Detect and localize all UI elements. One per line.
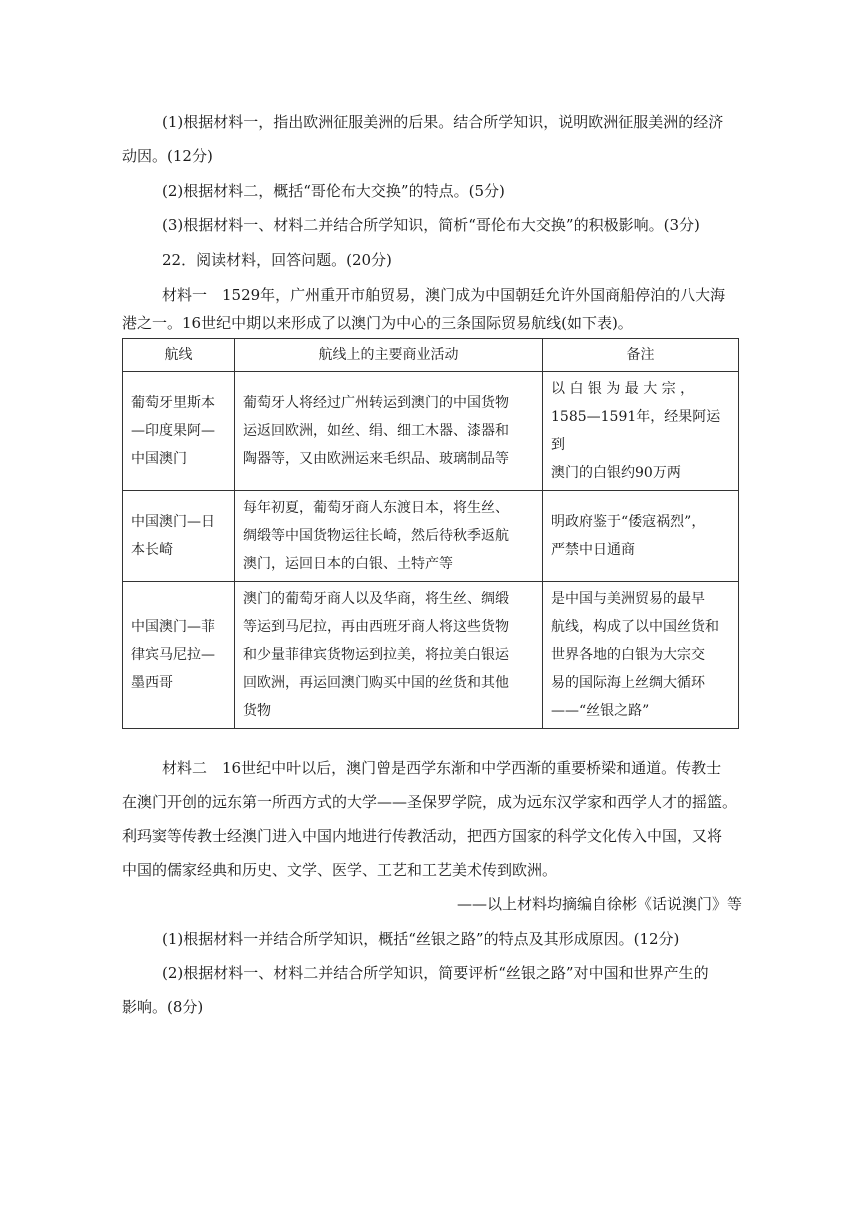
- q21-sub1-line1: (1)根据材料一，指出欧洲征服美洲的后果。结合所学知识，说明欧洲征服美洲的经济: [162, 113, 724, 131]
- material-1-line2: 港之一。16世纪中期以来形成了以澳门为中心的三条国际贸易航线(如下表)。: [122, 314, 633, 332]
- activity-cell: 每年初夏，葡萄牙商人东渡日本，将生丝、 绸缎等中国货物运往长崎，然后待秋季返航 澳门，运回日本的白银、土特产等: [243, 500, 509, 572]
- route-cell: 葡萄牙里斯本 —印度果阿— 中国澳门: [131, 395, 215, 467]
- q22-sub1: (1)根据材料一并结合所学知识，概括“丝银之路”的特点及其形成原因。(12分): [162, 930, 680, 948]
- note-cell: 以 白 银 为 最 大 宗 ， 1585—1591年，经果阿运到 澳门的白银约90万两: [551, 381, 721, 481]
- table-header-row: [123, 339, 739, 372]
- q22-heading: 22．阅读材料，回答问题。(20分): [162, 251, 392, 269]
- note-cell: 是中国与美洲贸易的最早 航线，构成了以中国丝货和 世界各地的白银为大宗交 易的国际海上丝绸大循环 ——“丝银之路”: [551, 591, 719, 719]
- material-2-line4: 中国的儒家经典和历史、文学、医学、工艺和工艺美术传到欧洲。: [122, 861, 558, 879]
- material-2-line2: 在澳门开创的远东第一所西方式的大学——圣保罗学院，成为远东汉学家和西学人才的摇篮。: [122, 793, 738, 811]
- header-route: 航线: [123, 339, 235, 372]
- q21-sub3: (3)根据材料一、材料二并结合所学知识，简析“哥伦布大交换”的积极影响。(3分): [162, 216, 700, 234]
- table-row: [123, 582, 739, 729]
- header-activity: 航线上的主要商业活动: [235, 339, 543, 372]
- header-note: 备注: [543, 339, 739, 372]
- q21-sub1-line2: 动因。(12分): [122, 147, 213, 165]
- q21-sub2: (2)根据材料二，概括“哥伦布大交换”的特点。(5分): [162, 182, 505, 200]
- activity-cell: 葡萄牙人将经过广州转运到澳门的中国货物 运返回欧洲，如丝、绢、细工木器、漆器和 陶器等，又由欧洲运来毛织品、玻璃制品等: [243, 395, 509, 467]
- material-1-line1: 材料一 1529年，广州重开市舶贸易，澳门成为中国朝廷允许外国商船停泊的八大海: [162, 286, 726, 304]
- q22-sub2-line2: 影响。(8分): [122, 998, 204, 1016]
- table-row: [123, 491, 739, 582]
- q22-sub2-line1: (2)根据材料一、材料二并结合所学知识，简要评析“丝银之路”对中国和世界产生的: [162, 964, 709, 982]
- source-citation: ——以上材料均摘编自徐彬《话说澳门》等: [456, 895, 742, 913]
- trade-routes-table: [122, 338, 739, 729]
- material-2-line3: 利玛窦等传教士经澳门进入中国内地进行传教活动，把西方国家的科学文化传入中国，又将: [122, 827, 723, 845]
- material-2-line1: 材料二 16世纪中叶以后，澳门曾是西学东渐和中学西渐的重要桥梁和通道。传教士: [162, 759, 722, 777]
- route-cell: 中国澳门—菲 律宾马尼拉— 墨西哥: [131, 619, 215, 691]
- table-row: [123, 372, 739, 491]
- activity-cell: 澳门的葡萄牙商人以及华商，将生丝、绸缎 等运到马尼拉，再由西班牙商人将这些货物 和少量菲律宾货物运到拉美，将拉美白银运 回欧洲，再运回澳门购买中国的丝货和其他 货物: [243, 591, 509, 719]
- note-cell: 明政府鉴于“倭寇祸烈”， 严禁中日通商: [551, 514, 706, 558]
- route-cell: 中国澳门—日 本长崎: [131, 514, 215, 558]
